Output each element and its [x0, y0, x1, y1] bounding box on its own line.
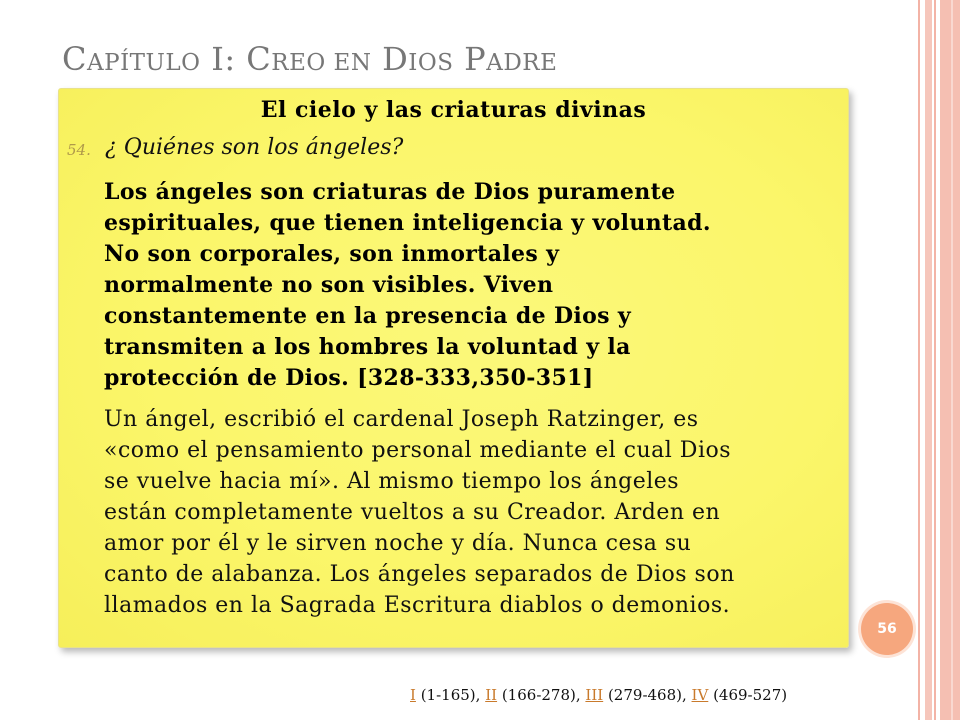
link-part-ii[interactable]: II — [485, 686, 498, 704]
commentary-line: «como el pensamiento personal mediante el cual Dios — [104, 438, 732, 463]
answer-text — [104, 177, 844, 394]
answer-line: No son corporales, son inmortales y — [104, 241, 560, 267]
title-rest: APÍTULO — [86, 50, 201, 76]
commentary-line: llamados en la Sagrada Escritura diablos o demonios. — [104, 593, 731, 618]
title-cap: D — [371, 40, 409, 78]
range-text: (469-527) — [708, 686, 788, 704]
range-text: (279-468), — [603, 686, 692, 704]
link-part-iii[interactable]: III — [585, 686, 604, 704]
commentary-line: se vuelve hacia mí». Al mismo tiempo los ángeles — [104, 469, 680, 494]
decor-stripe — [951, 0, 953, 720]
slide-title — [62, 40, 557, 78]
range-text: (1-165), — [415, 686, 486, 704]
answer-line: constantemente en la presencia de Dios y — [104, 303, 632, 329]
title-rest: IOS — [408, 50, 454, 76]
footer-nav — [410, 686, 787, 704]
link-part-i[interactable]: I — [410, 686, 416, 704]
commentary-line: están completamente vueltos a su Creador. Arden en — [104, 500, 721, 525]
answer-line: protección de Dios. [328-333,350-351] — [104, 365, 594, 391]
answer-line: transmiten a los hombres la voluntad y la — [104, 334, 631, 360]
title-rest: ADRE — [486, 50, 558, 76]
decor-stripe — [934, 0, 936, 720]
question-text: ¿ Quiénes son los ángeles? — [105, 135, 404, 160]
panel-heading: El cielo y las criaturas divinas — [260, 97, 647, 123]
page-number: 56 — [877, 621, 897, 637]
answer-line: espirituales, que tienen inteligencia y voluntad. — [104, 210, 711, 236]
page-number-badge — [861, 603, 913, 655]
commentary-line: canto de alabanza. Los ángeles separados de Dios son — [104, 562, 735, 587]
commentary-text — [104, 404, 844, 621]
title-cap: I: C — [200, 40, 272, 78]
commentary-line: amor por él y le sirven noche y día. Nunca cesa su — [104, 531, 692, 556]
decor-stripe — [918, 0, 920, 720]
decor-stripe — [940, 0, 960, 720]
commentary-line: Un ángel, escribió el cardenal Joseph Ratzinger, es — [104, 407, 699, 432]
answer-line: Los ángeles son criaturas de Dios puramente — [104, 179, 676, 205]
range-text: (166-278), — [497, 686, 586, 704]
answer-line: normalmente no son visibles. Viven — [104, 272, 554, 298]
content-panel — [58, 88, 849, 648]
title-cap: P — [453, 40, 487, 78]
question-number: 54. — [67, 141, 91, 159]
title-cap: C — [62, 40, 87, 78]
decor-stripe — [925, 0, 932, 720]
title-rest: REO EN — [271, 50, 372, 76]
link-part-iv[interactable]: IV — [691, 686, 709, 704]
